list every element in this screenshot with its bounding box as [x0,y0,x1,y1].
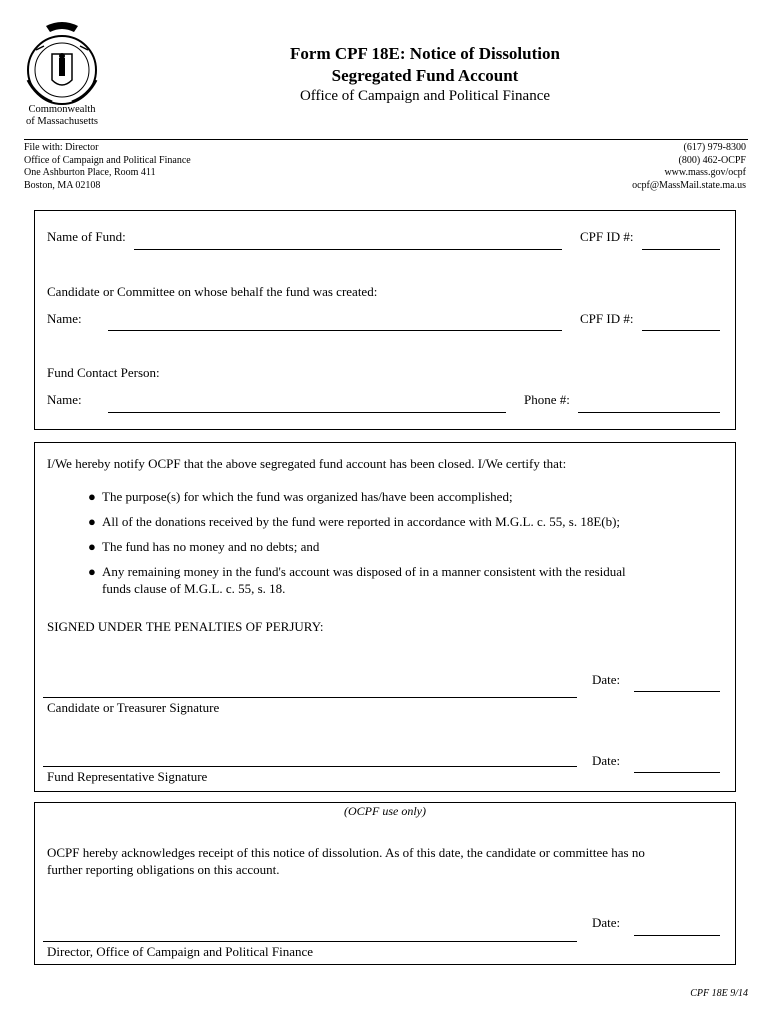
list-item [88,514,620,530]
seal-caption [10,104,114,128]
candidate-cpf-id-label: CPF ID #: [580,311,634,326]
bullet-icon: ● [88,489,96,504]
contact-info [632,142,746,192]
ocpf-use-heading: (OCPF use only) [344,804,426,818]
signature2-date-label: Date: [592,753,621,768]
seal-caption-line1: Commonwealth [28,104,96,115]
mailing-address [24,142,191,192]
signature1-date-field[interactable] [634,691,720,692]
fund-rep-signature-label: Fund Representative Signature [47,769,208,784]
fund-rep-signature-field[interactable] [43,766,577,767]
list-item-text: The purpose(s) for which the fund was organized has/have been accomplished; [102,489,513,504]
perjury-statement: SIGNED UNDER THE PENALTIES OF PERJURY: [47,619,324,634]
address-line: One Ashburton Place, Room 411 [24,167,156,178]
bullet-icon: ● [88,514,96,529]
form-subtitle: Segregated Fund Account [331,66,519,85]
contact-phone: (617) 979-8300 [683,142,746,153]
seal-caption-line2: of Massachusetts [25,116,99,127]
signature1-date-label: Date: [592,672,621,687]
candidate-heading: Candidate or Committee on whose behalf the fund was created: [47,284,378,299]
bullet-icon: ● [88,539,96,554]
candidate-signature-label: Candidate or Treasurer Signature [47,700,220,715]
fund-cpf-id-label: CPF ID #: [580,229,634,244]
contact-heading: Fund Contact Person: [47,365,160,380]
list-item-continuation: funds clause of M.G.L. c. 55, s. 18. [102,581,286,596]
signature2-date-field[interactable] [634,772,720,773]
ack-line-2: further reporting obligations on this account. [47,862,280,877]
address-line: File with: Director [24,142,99,153]
name-of-fund-label: Name of Fund: [47,229,126,244]
office-name: Office of Campaign and Political Finance [299,88,551,104]
ack-line-1: OCPF hereby acknowledges receipt of this notice of dissolution. As of this date, the candidate or committee has no [47,845,645,860]
name-of-fund-field[interactable] [134,249,562,250]
contact-email[interactable]: ocpf@MassMail.state.ma.us [632,179,746,191]
director-signature-label: Director, Office of Campaign and Political Finance [47,944,314,959]
contact-name-label: Name: [47,392,82,407]
bullet-icon: ● [88,564,96,579]
contact-name-field[interactable] [108,412,506,413]
contact-phone-tollfree: (800) 462-OCPF [678,154,746,166]
list-item [88,539,319,555]
list-item-text: Any remaining money in the fund's account was disposed of in a manner consistent with the residual [102,564,626,579]
phone-field[interactable] [578,412,720,413]
candidate-cpf-id-field[interactable] [642,330,720,331]
address-line: Boston, MA 02108 [24,179,101,191]
fund-cpf-id-field[interactable] [642,249,720,250]
address-line: Office of Campaign and Political Finance [24,154,191,166]
certification-intro: I/We hereby notify OCPF that the above segregated fund account has been closed. I/We certify that: [47,456,567,471]
phone-label: Phone #: [524,392,570,407]
director-signature-field[interactable] [43,941,577,942]
contact-website[interactable]: www.mass.gov/ocpf [664,167,746,178]
candidate-name-field[interactable] [108,330,562,331]
list-item [88,489,513,505]
form-revision: CPF 18E 9/14 [690,988,748,999]
list-item-text: The fund has no money and no debts; and [102,539,320,554]
form-title: Form CPF 18E: Notice of Dissolution [290,44,560,63]
candidate-signature-field[interactable] [43,697,577,698]
header-divider [24,139,748,140]
director-date-label: Date: [592,915,621,930]
list-item [88,564,626,580]
list-item-text: All of the donations received by the fund were reported in accordance with M.G.L. c. 55, s. 18E(b); [102,514,621,529]
candidate-name-label: Name: [47,311,82,326]
director-date-field[interactable] [634,935,720,936]
